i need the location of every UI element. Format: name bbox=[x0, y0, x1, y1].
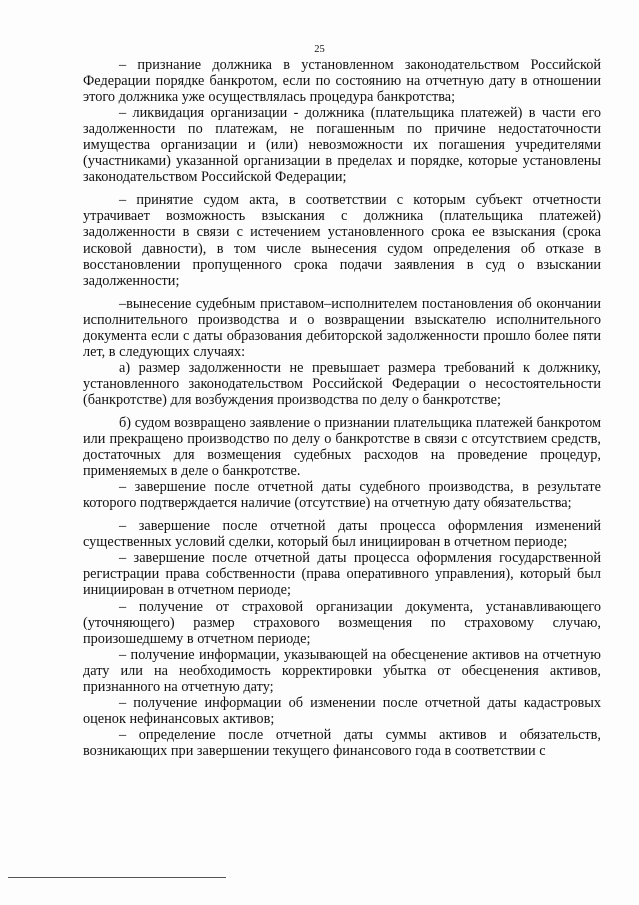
paragraph: а) размер задолженности не превышает размера требований к должнику, установленного законодательством Российской Федерации о несостоятельности (банкротстве) для возбуждения производства по делу о банкротстве; bbox=[83, 359, 601, 408]
paragraph: – получение информации, указывающей на обесценение активов на отчетную дату или на необходимость корректировки убытка от обесценения активов, признанного на отчетную дату; bbox=[83, 646, 601, 695]
paragraph: – получение от страховой организации документа, устанавливающего (уточняющего) размер страхового возмещения по страховому случаю, произошедшему в отчетном периоде; bbox=[83, 598, 601, 647]
page-number: 25 bbox=[314, 44, 325, 55]
paragraph: – ликвидация организации - должника (плательщика платежей) в части его задолженности по платежам, не погашенным по причине недостаточности имущества организации и (или) невозможности их погашения учредителями (участниками) указанной организации в пределах и порядке, которые установлены законодательством Российской Федерации; bbox=[83, 105, 601, 186]
paragraph: – завершение после отчетной даты процесса оформления государственной регистрации права собственности (права оперативного управления), который был инициирован в отчетном периоде; bbox=[83, 550, 601, 599]
paragraph: – завершение после отчетной даты процесса оформления изменений существенных условий сделки, который был инициирован в отчетном периоде; bbox=[83, 518, 601, 551]
paragraph: –вынесение судебным приставом–исполнителем постановления об окончании исполнительного производства и о возвращении взыскателю исполнительного документа если с даты образования дебиторской задолженности прошло более пяти лет, в следующих случаях: bbox=[83, 295, 601, 360]
paragraph: – определение после отчетной даты суммы активов и обязательств, возникающих при завершении текущего финансового года в соответствии с bbox=[83, 726, 601, 759]
paragraph: – получение информации об изменении после отчетной даты кадастровых оценок нефинансовых активов; bbox=[83, 694, 601, 727]
footnote-divider bbox=[8, 877, 226, 878]
body-text bbox=[83, 57, 601, 759]
paragraph: – завершение после отчетной даты судебного производства, в результате которого подтверждается наличие (отсутствие) на отчетную дату обязательства; bbox=[83, 479, 601, 512]
paragraph: б) судом возвращено заявление о признании плательщика платежей банкротом или прекращено производство по делу о банкротстве в связи с отсутствием средств, достаточных для возмещения судебных расходов на проведение процедур, применяемых в деле о банкротстве. bbox=[83, 414, 601, 480]
paragraph: – принятие судом акта, в соответствии с которым субъект отчетности утрачивает возможность взыскания с должника (плательщика платежей) задолженности в связи с истечением установленного срока ее взыскания (срока исковой давности), в том числе вынесения судом определения об отказе в восстановлении пропущенного срока подачи заявления в суд о взыскании задолженности; bbox=[83, 192, 601, 289]
paragraph: – признание должника в установленном законодательством Российской Федерации порядке банкротом, если по состоянию на отчетную дату в отношении этого должника уже осуществлялась процедура банкротства; bbox=[83, 57, 601, 106]
